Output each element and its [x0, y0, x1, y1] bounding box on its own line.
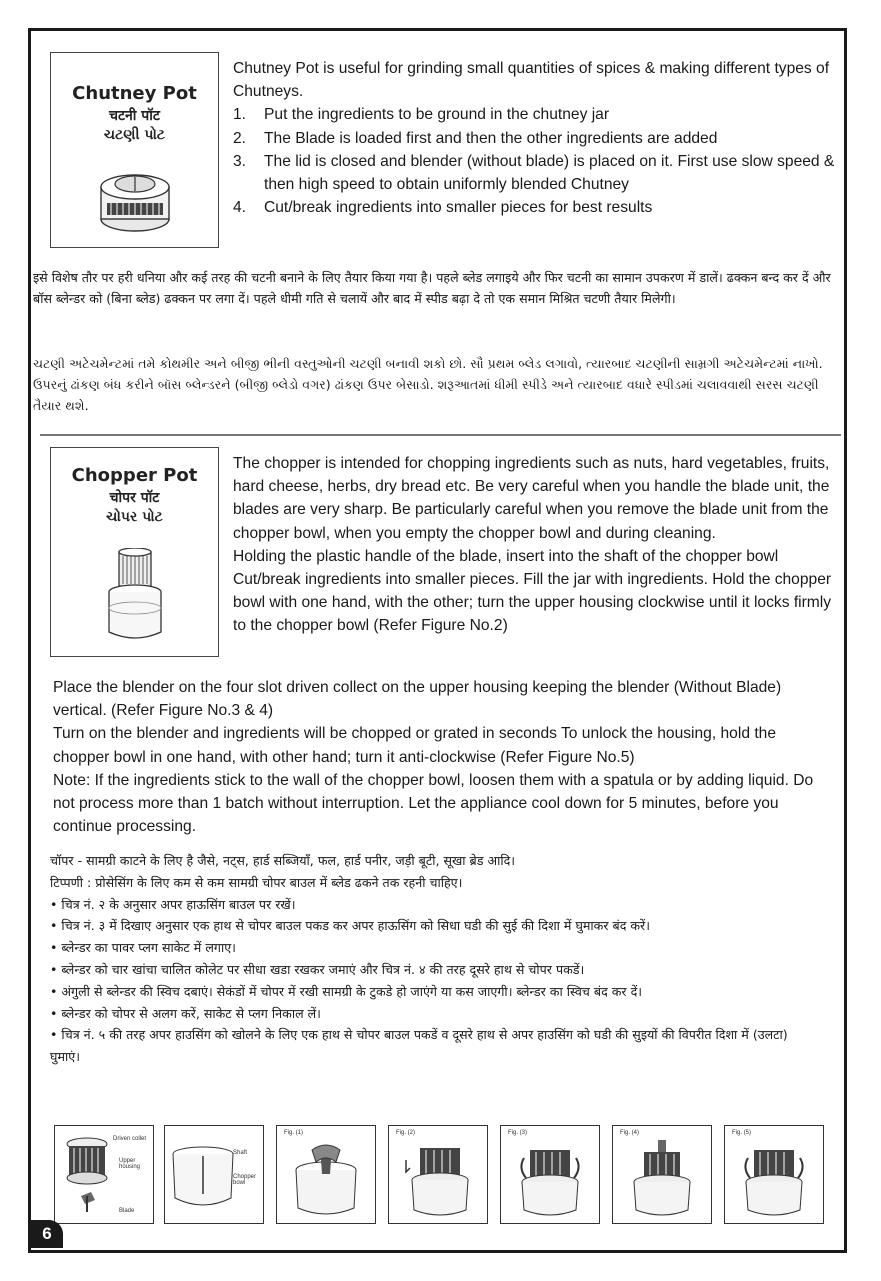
chutney-title-gu: ચટણી પોટ: [103, 127, 166, 143]
figure-3-illustration: [510, 1140, 590, 1220]
fig-2-label: Fig. (2): [396, 1130, 416, 1136]
fig-4-label: Fig. (4): [620, 1130, 640, 1136]
chutney-pot-illustration: [93, 163, 177, 235]
label-driven-collet: Driven collet: [113, 1136, 147, 1142]
bowl-illustration: [169, 1136, 239, 1216]
list-item: • अंगुली से ब्लेन्डर की स्विच दबाएं। सेकंडों में चोपर में रखी सामग्री के टुकडे हो जाएंगे या कस जाएगी। ब्लेन्डर का स्विच बंद कर दें।: [50, 983, 643, 999]
list-item: • चित्र नं. ५ की तरह अपर हाउसिंग को खोलने के लिए एक हाथ से चोपर बाउल पकडें व दूसरे हाथ से अपर हाउसिंग को घडी की सुइयों की विपरीत दिशा में (उलटा) घुमाएं।: [50, 1027, 788, 1065]
chopper-title-gu: ચોપર પોટ: [106, 509, 163, 525]
blender-instructions: [53, 676, 835, 838]
chopper-para-2: Holding the plastic handle of the blade, insert into the shaft of the chopper bowl Cut/break ingredients into smaller pieces. Fill the jar with ingredients. Hold the chopper bowl with one hand, with the other; turn the upper housing clockwise until it locks firmly to the chopper bowl (Refer Figure No.2): [233, 547, 832, 635]
chopper-title-hi: चोपर पॉट: [109, 490, 160, 506]
chutney-intro: Chutney Pot is useful for grinding small quantities of spices & making different types of Chutneys.: [233, 60, 830, 101]
figure-1: [276, 1125, 376, 1224]
fig-5-label: Fig. (5): [732, 1130, 752, 1136]
blender-para-1: Place the blender on the four slot driven collect on the upper housing keeping the blender (Without Blade) vertical. (Refer Figure No.3 & 4): [53, 679, 782, 720]
figure-4: [612, 1125, 712, 1224]
list-item: चॉपर - सामग्री काटने के लिए है जैसे, नट्स, हार्ड सब्जियाँ, फल, हार्ड पनीर, जड़ी बूटी, सूखा ब्रेड आदि।: [50, 853, 516, 868]
chutney-pot-box: [50, 52, 219, 248]
label-shaft: Shaft: [233, 1150, 248, 1156]
figure-1-illustration: [286, 1140, 366, 1220]
step-text: The lid is closed and blender (without blade) is placed on it. First use slow speed & then high speed to obtain uniformly blended Chutney: [264, 152, 835, 194]
list-item: • ब्लेन्डर को चोपर से अलग करें, साकेट से प्लग निकाल लें।: [50, 1005, 321, 1021]
list-item: • चित्र नं. ३ में दिखाए अनुसार एक हाथ से चोपर बाउल पकड कर अपर हाऊसिंग को सिधा घडी की सुई की दिशा में घुमाकर बंद करें।: [50, 918, 650, 934]
list-item: • ब्लेन्डर को चार खांचा चालित कोलेट पर सीधा खडा रखकर जमाएं और चित्र नं. ४ की तरह दूसरे हाथ से चोपर पकडें।: [50, 961, 585, 977]
step-text: Put the ingredients to be ground in the chutney jar: [264, 106, 610, 124]
page-number-tab: 6: [31, 1220, 63, 1248]
chutney-gujarati-paragraph: [33, 353, 833, 416]
list-item: [233, 103, 835, 126]
step-number: 4.: [233, 199, 247, 217]
list-item: टिप्पणी : प्रोसेसिंग के लिए कम से कम सामग्री चोपर बाउल में ब्लेड ढकने तक रहनी चाहिए।: [50, 874, 463, 890]
hindi-text: इसे विशेष तौर पर हरी धनिया और कई तरह की चटनी बनाने के लिए तैयार किया गया है। पहले ब्लेड लगाइये और फिर चटनी का सामान उपकरण में डालें। ढक्कन बन्द कर दें और बॉस ब्लेन्डर को (बिना ब्लेड) ढक्कन पर लगा दें। पहले धीमी गति से चलायें और बाद में स्पीड बढ़ा दे तो एक समान मिश्रित चटणी तैयार मिलेगी।: [33, 270, 831, 306]
blender-para-2: Turn on the blender and ingredients will be chopped or grated in seconds To unlock the housing, hold the chopper bowl in one hand, with other hand; turn it anti-clockwise (Refer Figure No.5): [53, 725, 776, 766]
list-item: [233, 196, 835, 219]
step-text: The Blade is loaded first and then the other ingredients are added: [264, 129, 718, 147]
step-number: 2.: [233, 129, 247, 147]
figure-3: [500, 1125, 600, 1224]
fig-1-label: Fig. (1): [284, 1130, 304, 1136]
fig-3-label: Fig. (3): [508, 1130, 528, 1136]
chutney-hindi-paragraph: [33, 267, 833, 309]
figure-2-illustration: [398, 1140, 478, 1220]
chopper-title-en: Chopper Pot: [71, 465, 198, 486]
label-blade: Blade: [119, 1208, 135, 1214]
figure-5-illustration: [734, 1140, 814, 1220]
figure-bowl: [164, 1125, 264, 1224]
blender-note: Note: If the ingredients stick to the wall of the chopper bowl, loosen them with a spatula or by adding liquid. Do not process more than 1 batch without interruption. Let the appliance cool down for 5 minutes, before you continue processing.: [53, 771, 814, 836]
chopper-pot-box: [50, 447, 219, 657]
chutney-title-hi: चटनी पॉट: [109, 108, 160, 124]
chutney-steps: [233, 103, 835, 219]
step-text: Cut/break ingredients into smaller pieces for best results: [264, 199, 653, 217]
chopper-para-1: The chopper is intended for chopping ingredients such as nuts, hard vegetables, fruits, hard cheese, herbs, dry bread etc. Be very careful when you handle the blade unit, the blades are very sharp. Be particularly careful when you remove the blade unit from the chopper bowl, when you empty the chopper bowl and during cleaning.: [233, 455, 830, 542]
figure-parts: [54, 1125, 154, 1224]
label-upper-housing: Upper housing: [119, 1158, 141, 1170]
figure-4-illustration: [622, 1140, 702, 1220]
chopper-pot-illustration: [95, 548, 175, 644]
parts-illustration: [61, 1130, 121, 1218]
step-number: 3.: [233, 152, 247, 170]
chopper-description: [233, 452, 837, 638]
figure-2: [388, 1125, 488, 1224]
list-item: [233, 150, 835, 196]
gujarati-text: ચટણી અટેચમેન્ટમાં તમે કોથમીર અને બીજી ભીની વસ્તુઓની ચટણી બનાવી શકો છો. સૌ પ્રથમ બ્લેડ લગાવો, ત્યારબાદ ચટણીની સામ્રગી અટેચમેન્ટમાં નાખો. ઉપરનું ઢાંકણ બંધ કરીને બૉસ બ્લેન્ડરને (બીજી બ્લેડો વગર) ઢાંકણ ઉપર બેસાડો. શરૂઆતમાં ધીમી સ્પીડે અને ત્યારબાદ વધારે સ્પીડમાં ચલાવવાથી સરસ ચટણી તૈયાર થશે.: [33, 356, 823, 413]
list-item: • ब्लेन्डर का पावर प्लग साकेट में लगाए।: [50, 940, 236, 956]
list-item: [233, 127, 835, 150]
hindi-notes: [50, 850, 810, 1068]
figure-5: [724, 1125, 824, 1224]
label-chopper-bowl: Chopper bowl: [233, 1174, 257, 1186]
chutney-title-en: Chutney Pot: [72, 83, 197, 104]
step-number: 1.: [233, 106, 247, 124]
section-divider: [40, 434, 841, 436]
chutney-description: [233, 57, 835, 219]
list-item: • चित्र नं. २ के अनुसार अपर हाऊसिंग बाउल पर रखें।: [50, 896, 296, 912]
